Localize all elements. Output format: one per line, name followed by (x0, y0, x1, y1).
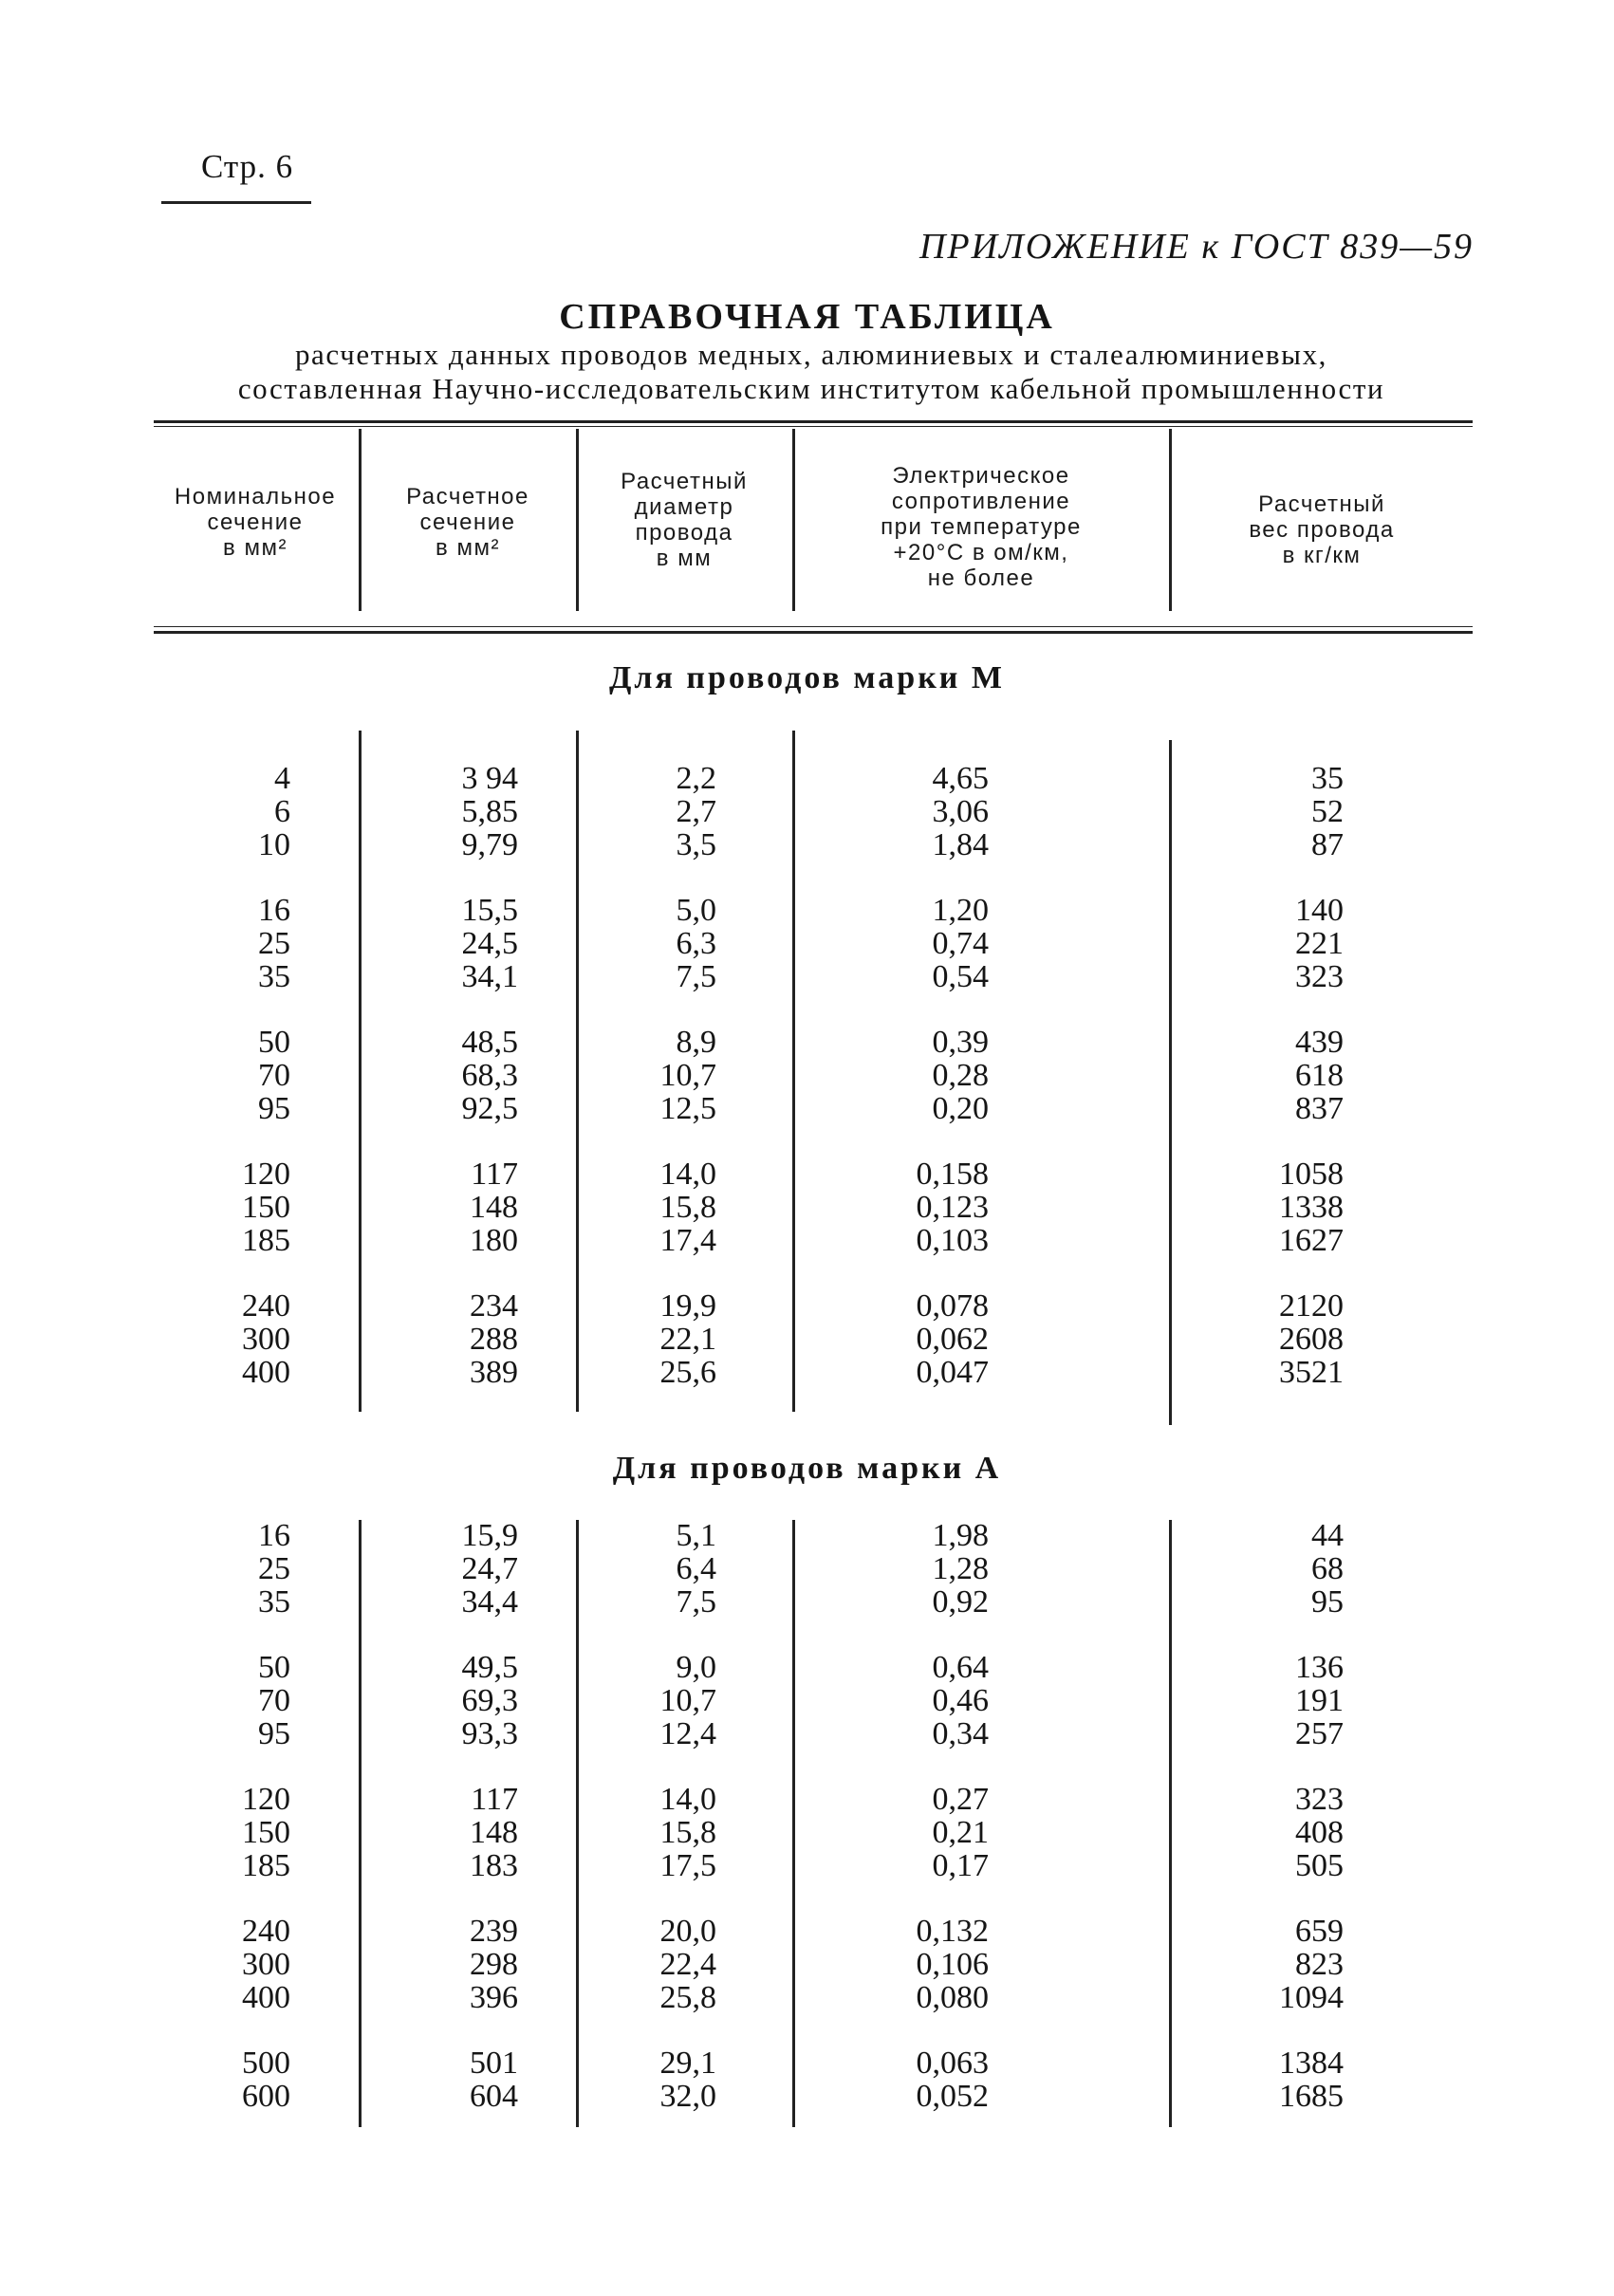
table-row (0, 1915, 1614, 1948)
nominal-section-cell: 10 (258, 827, 290, 862)
calculated-section-cell: 288 (470, 1322, 518, 1357)
nominal-section-cell: 120 (242, 1157, 290, 1192)
diameter-cell: 7,5 (676, 959, 716, 994)
resistance-cell: 0,28 (932, 1058, 989, 1093)
resistance-cell: 0,078 (916, 1288, 989, 1324)
header-divider-1 (359, 429, 362, 611)
resistance-cell: 0,132 (916, 1914, 989, 1949)
nominal-section-cell: 185 (242, 1223, 290, 1258)
resistance-cell: 0,052 (916, 2079, 989, 2114)
resistance-cell: 3,06 (932, 794, 989, 829)
weight-cell: 1627 (1279, 1223, 1344, 1258)
diameter-cell: 15,8 (659, 1815, 716, 1850)
diameter-cell: 17,4 (659, 1223, 716, 1258)
table-subtitle-line-2: составленная Научно-исследовательским институтом кабельной промышленности (237, 372, 1385, 405)
header-top-rule (154, 420, 1473, 423)
diameter-cell: 22,4 (659, 1947, 716, 1982)
diameter-cell: 8,9 (676, 1025, 716, 1060)
column-header-wire-weight: Расчетный вес провода в кг/км (1249, 491, 1395, 568)
nominal-section-cell: 185 (242, 1848, 290, 1883)
calculated-section-cell: 34,1 (461, 959, 518, 994)
diameter-cell: 17,5 (659, 1848, 716, 1883)
table-row (0, 1585, 1614, 1619)
nominal-section-cell: 150 (242, 1190, 290, 1225)
resistance-cell: 0,063 (916, 2046, 989, 2081)
calculated-section-cell: 298 (470, 1947, 518, 1982)
calculated-section-cell: 183 (470, 1848, 518, 1883)
nominal-section-cell: 400 (242, 1980, 290, 2015)
diameter-cell: 2,2 (676, 761, 716, 796)
table-subtitle-line-1: расчетных данных проводов медных, алюминиевых и сталеалюминиевых, (294, 338, 1328, 371)
resistance-cell: 0,103 (916, 1223, 989, 1258)
nominal-section-cell: 120 (242, 1782, 290, 1817)
resistance-cell: 0,17 (932, 1848, 989, 1883)
appendix-heading: ПРИЛОЖЕНИЕ к ГОСТ 839—59 (918, 227, 1474, 267)
resistance-cell: 0,74 (932, 926, 989, 961)
weight-cell: 323 (1295, 1782, 1344, 1817)
nominal-section-cell: 240 (242, 1914, 290, 1949)
column-header-nominal-section: Номинальное сечение в мм² (174, 484, 337, 561)
calculated-section-cell: 5,85 (461, 794, 518, 829)
header-top-rule-thin (154, 426, 1473, 427)
resistance-cell: 1,28 (932, 1551, 989, 1586)
table-row (0, 1323, 1614, 1356)
calculated-section-cell: 34,4 (461, 1584, 518, 1620)
calculated-section-cell: 180 (470, 1223, 518, 1258)
diameter-cell: 6,3 (676, 926, 716, 961)
calculated-section-cell: 69,3 (461, 1683, 518, 1718)
calculated-section-cell: 24,5 (461, 926, 518, 961)
table-row (0, 1552, 1614, 1585)
nominal-section-cell: 50 (258, 1650, 290, 1685)
table-row (0, 1157, 1614, 1191)
diameter-cell: 6,4 (676, 1551, 716, 1586)
nominal-section-cell: 16 (258, 893, 290, 928)
calculated-section-cell: 604 (470, 2079, 518, 2114)
page-number-underline (161, 201, 311, 204)
table-row (0, 927, 1614, 960)
table-row (0, 1092, 1614, 1125)
resistance-cell: 0,158 (916, 1157, 989, 1192)
nominal-section-cell: 4 (274, 761, 290, 796)
diameter-cell: 22,1 (659, 1322, 716, 1357)
resistance-cell: 0,106 (916, 1947, 989, 1982)
nominal-section-cell: 400 (242, 1355, 290, 1390)
column-header-calculated-section: Расчетное сечение в мм² (406, 484, 529, 561)
table-row (0, 894, 1614, 927)
section-a-rows (0, 1519, 1614, 2113)
nominal-section-cell: 35 (258, 959, 290, 994)
table-row (0, 2046, 1614, 2080)
diameter-cell: 10,7 (659, 1058, 716, 1093)
diameter-cell: 10,7 (659, 1683, 716, 1718)
diameter-cell: 25,8 (659, 1980, 716, 2015)
resistance-cell: 0,062 (916, 1322, 989, 1357)
header-bottom-rule-thick (154, 631, 1473, 634)
table-row (0, 1059, 1614, 1092)
diameter-cell: 12,4 (659, 1716, 716, 1751)
table-row (0, 1717, 1614, 1750)
table-row (0, 1849, 1614, 1882)
diameter-cell: 14,0 (659, 1782, 716, 1817)
diameter-cell: 25,6 (659, 1355, 716, 1390)
calculated-section-cell: 501 (470, 2046, 518, 2081)
weight-cell: 323 (1295, 959, 1344, 994)
resistance-cell: 0,080 (916, 1980, 989, 2015)
calculated-section-cell: 117 (471, 1157, 518, 1192)
column-header-wire-diameter: Расчетный диаметр провода в мм (621, 469, 748, 571)
calculated-section-cell: 48,5 (461, 1025, 518, 1060)
diameter-cell: 15,8 (659, 1190, 716, 1225)
table-row (0, 1026, 1614, 1059)
nominal-section-cell: 35 (258, 1584, 290, 1620)
resistance-cell: 0,64 (932, 1650, 989, 1685)
column-header-electrical-resistance: Электрическое сопротивление при температуре +20°С в ом/км, не более (881, 463, 1082, 591)
weight-cell: 191 (1295, 1683, 1344, 1718)
resistance-cell: 0,20 (932, 1091, 989, 1126)
diameter-cell: 3,5 (676, 827, 716, 862)
weight-cell: 1058 (1279, 1157, 1344, 1192)
nominal-section-cell: 95 (258, 1716, 290, 1751)
diameter-cell: 7,5 (676, 1584, 716, 1620)
calculated-section-cell: 68,3 (461, 1058, 518, 1093)
diameter-cell: 5,1 (676, 1518, 716, 1553)
table-row (0, 1948, 1614, 1981)
nominal-section-cell: 50 (258, 1025, 290, 1060)
table-row (0, 1684, 1614, 1717)
weight-cell: 1338 (1279, 1190, 1344, 1225)
calculated-section-cell: 15,9 (461, 1518, 518, 1553)
calculated-section-cell: 92,5 (461, 1091, 518, 1126)
resistance-cell: 1,84 (932, 827, 989, 862)
calculated-section-cell: 24,7 (461, 1551, 518, 1586)
resistance-cell: 0,047 (916, 1355, 989, 1390)
resistance-cell: 1,20 (932, 893, 989, 928)
weight-cell: 2608 (1279, 1322, 1344, 1357)
calculated-section-cell: 239 (470, 1914, 518, 1949)
diameter-cell: 14,0 (659, 1157, 716, 1192)
weight-cell: 505 (1295, 1848, 1344, 1883)
resistance-cell: 0,34 (932, 1716, 989, 1751)
weight-cell: 68 (1311, 1551, 1344, 1586)
table-row (0, 1191, 1614, 1224)
weight-cell: 618 (1295, 1058, 1344, 1093)
resistance-cell: 0,54 (932, 959, 989, 994)
diameter-cell: 32,0 (659, 2079, 716, 2114)
nominal-section-cell: 6 (274, 794, 290, 829)
weight-cell: 659 (1295, 1914, 1344, 1949)
header-divider-2 (576, 429, 579, 611)
nominal-section-cell: 300 (242, 1947, 290, 1982)
page-number: Стр. 6 (201, 148, 294, 185)
diameter-cell: 29,1 (659, 2046, 716, 2081)
weight-cell: 52 (1311, 794, 1344, 829)
calculated-section-cell: 93,3 (461, 1716, 518, 1751)
weight-cell: 95 (1311, 1584, 1344, 1620)
section-title-mark-m: Для проводов марки М (609, 660, 1005, 695)
nominal-section-cell: 600 (242, 2079, 290, 2114)
table-title: СПРАВОЧНАЯ ТАБЛИЦА (559, 297, 1055, 337)
weight-cell: 35 (1311, 761, 1344, 796)
resistance-cell: 4,65 (932, 761, 989, 796)
weight-cell: 1094 (1279, 1980, 1344, 2015)
nominal-section-cell: 25 (258, 926, 290, 961)
calculated-section-cell: 396 (470, 1980, 518, 2015)
table-row (0, 1783, 1614, 1816)
weight-cell: 87 (1311, 827, 1344, 862)
weight-cell: 2120 (1279, 1288, 1344, 1324)
resistance-cell: 0,39 (932, 1025, 989, 1060)
table-row (0, 1224, 1614, 1257)
diameter-cell: 12,5 (659, 1091, 716, 1126)
resistance-cell: 0,21 (932, 1815, 989, 1850)
nominal-section-cell: 300 (242, 1322, 290, 1357)
table-row (0, 1651, 1614, 1684)
calculated-section-cell: 148 (470, 1815, 518, 1850)
nominal-section-cell: 240 (242, 1288, 290, 1324)
weight-cell: 439 (1295, 1025, 1344, 1060)
resistance-cell: 0,27 (932, 1782, 989, 1817)
diameter-cell: 19,9 (659, 1288, 716, 1324)
nominal-section-cell: 70 (258, 1058, 290, 1093)
nominal-section-cell: 16 (258, 1518, 290, 1553)
weight-cell: 257 (1295, 1716, 1344, 1751)
nominal-section-cell: 70 (258, 1683, 290, 1718)
header-bottom-rule (154, 626, 1473, 627)
header-divider-4 (1169, 429, 1172, 611)
nominal-section-cell: 150 (242, 1815, 290, 1850)
diameter-cell: 5,0 (676, 893, 716, 928)
weight-cell: 140 (1295, 893, 1344, 928)
header-divider-3 (792, 429, 795, 611)
table-row (0, 1816, 1614, 1849)
resistance-cell: 0,92 (932, 1584, 989, 1620)
resistance-cell: 1,98 (932, 1518, 989, 1553)
diameter-cell: 20,0 (659, 1914, 716, 1949)
table-row (0, 960, 1614, 993)
calculated-section-cell: 9,79 (461, 827, 518, 862)
table-row (0, 762, 1614, 795)
resistance-cell: 0,123 (916, 1190, 989, 1225)
table-row (0, 2080, 1614, 2113)
nominal-section-cell: 500 (242, 2046, 290, 2081)
weight-cell: 837 (1295, 1091, 1344, 1126)
calculated-section-cell: 389 (470, 1355, 518, 1390)
calculated-section-cell: 117 (471, 1782, 518, 1817)
section-title-mark-a: Для проводов марки А (612, 1451, 1002, 1486)
weight-cell: 1685 (1279, 2079, 1344, 2114)
calculated-section-cell: 234 (470, 1288, 518, 1324)
table-row (0, 1289, 1614, 1323)
resistance-cell: 0,46 (932, 1683, 989, 1718)
weight-cell: 136 (1295, 1650, 1344, 1685)
table-row (0, 828, 1614, 861)
table-row (0, 1981, 1614, 2014)
calculated-section-cell: 49,5 (461, 1650, 518, 1685)
weight-cell: 823 (1295, 1947, 1344, 1982)
weight-cell: 408 (1295, 1815, 1344, 1850)
weight-cell: 44 (1311, 1518, 1344, 1553)
table-row (0, 1356, 1614, 1389)
weight-cell: 1384 (1279, 2046, 1344, 2081)
nominal-section-cell: 25 (258, 1551, 290, 1586)
calculated-section-cell: 15,5 (461, 893, 518, 928)
table-row (0, 795, 1614, 828)
table-row (0, 1519, 1614, 1552)
calculated-section-cell: 3 94 (461, 761, 518, 796)
nominal-section-cell: 95 (258, 1091, 290, 1126)
weight-cell: 3521 (1279, 1355, 1344, 1390)
diameter-cell: 2,7 (676, 794, 716, 829)
diameter-cell: 9,0 (676, 1650, 716, 1685)
section-m-rows (0, 762, 1614, 1389)
calculated-section-cell: 148 (470, 1190, 518, 1225)
weight-cell: 221 (1295, 926, 1344, 961)
